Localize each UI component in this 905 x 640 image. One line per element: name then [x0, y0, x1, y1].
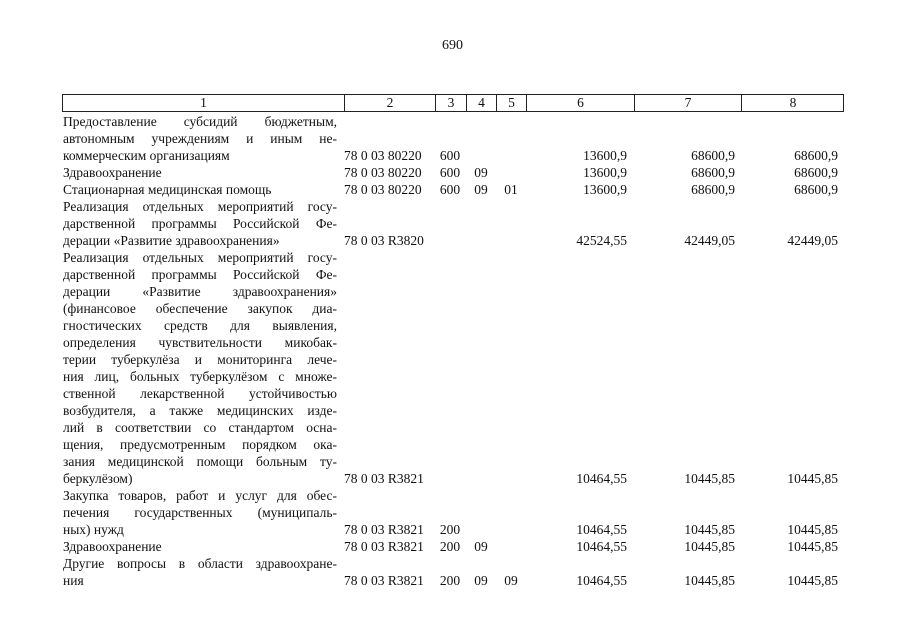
- row-code: 78 0 03 R3821: [344, 573, 424, 588]
- row-description-line: Стационарная медицинская помощь: [63, 182, 272, 197]
- row-code: 78 0 03 80220: [344, 165, 422, 180]
- row-description-line: коммерческим организациям: [63, 148, 230, 163]
- row-col-3: 600: [439, 165, 461, 180]
- row-value-7: 68600,9: [691, 148, 735, 163]
- row-col-4: 09: [474, 165, 488, 180]
- row-value-7: 68600,9: [691, 165, 735, 180]
- row-col-3: 600: [439, 148, 461, 163]
- header-cell: 4: [466, 95, 496, 111]
- row-value-7: 10445,85: [684, 573, 735, 588]
- row-col-3: 200: [439, 522, 461, 537]
- row-col-3: 200: [439, 573, 461, 588]
- row-col-5: 09: [504, 573, 518, 588]
- row-description-line: печения государственных (муниципаль-: [63, 505, 337, 520]
- row-description-line: Здравоохранение: [63, 539, 162, 554]
- row-code: 78 0 03 80220: [344, 182, 422, 197]
- row-description-line: Другие вопросы в области здравоохране-: [63, 556, 337, 571]
- row-value-6: 10464,55: [576, 539, 627, 554]
- row-col-4: 09: [474, 573, 488, 588]
- row-description-line: дерации «Развитие здравоохранения»: [63, 284, 337, 299]
- row-description-line: Предоставление субсидий бюджетным,: [63, 114, 337, 129]
- row-value-8: 68600,9: [794, 182, 838, 197]
- row-description-line: определения чувствительности микобак-: [63, 335, 337, 350]
- row-value-6: 10464,55: [576, 573, 627, 588]
- table-header-row: [62, 94, 844, 112]
- row-value-6: 13600,9: [583, 165, 627, 180]
- row-col-3: 600: [439, 182, 461, 197]
- row-description-line: ных) нужд: [63, 522, 124, 537]
- row-description-line: Закупка товаров, работ и услуг для обес-: [63, 488, 337, 503]
- row-description-line: лий в соответствии со стандартом осна-: [63, 420, 337, 435]
- header-cell: 3: [435, 95, 466, 111]
- row-description-line: автономным учреждениям и иным не-: [63, 131, 337, 146]
- row-description-line: ния лиц, больных туберкулёзом с множе-: [63, 369, 337, 384]
- header-cell: 1: [200, 95, 207, 110]
- row-value-7: 42449,05: [684, 233, 735, 248]
- row-value-6: 10464,55: [576, 522, 627, 537]
- row-value-7: 10445,85: [684, 522, 735, 537]
- row-description-line: возбудителя, а также медицинских изде-: [63, 403, 337, 418]
- row-description-line: дарственной программы Российской Фе-: [63, 267, 337, 282]
- row-value-8: 10445,85: [787, 573, 838, 588]
- row-code: 78 0 03 R3821: [344, 539, 424, 554]
- row-description-line: беркулёзом): [63, 471, 133, 486]
- page-number: 690: [442, 38, 463, 53]
- row-value-8: 42449,05: [787, 233, 838, 248]
- row-description-line: Реализация отдельных мероприятий госу-: [63, 250, 337, 265]
- row-value-7: 68600,9: [691, 182, 735, 197]
- row-description-line: ния: [63, 573, 84, 588]
- row-description-line: Здравоохранение: [63, 165, 162, 180]
- row-value-6: 10464,55: [576, 471, 627, 486]
- row-value-8: 68600,9: [794, 148, 838, 163]
- row-description-line: щения, предусмотренным порядком ока-: [63, 437, 337, 452]
- row-code: 78 0 03 80220: [344, 148, 422, 163]
- row-value-6: 13600,9: [583, 148, 627, 163]
- row-description-line: дарственной программы Российской Фе-: [63, 216, 337, 231]
- row-value-7: 10445,85: [684, 471, 735, 486]
- header-cell: 5: [496, 95, 526, 111]
- row-description-line: ственной лекарственной устойчивостью: [63, 386, 337, 401]
- row-col-4: 09: [474, 539, 488, 554]
- header-cell: 8: [741, 95, 844, 111]
- row-value-6: 42524,55: [576, 233, 627, 248]
- row-value-8: 10445,85: [787, 522, 838, 537]
- header-cell: 7: [634, 95, 741, 111]
- row-description-line: терии туберкулёза и мониторинга лече-: [63, 352, 337, 367]
- row-value-7: 10445,85: [684, 539, 735, 554]
- row-description-line: Реализация отдельных мероприятий госу-: [63, 199, 337, 214]
- row-description-line: гностических средств для выявления,: [63, 318, 337, 333]
- row-description-line: дерации «Развитие здравоохранения»: [63, 233, 280, 248]
- row-code: 78 0 03 R3820: [344, 233, 424, 248]
- row-description-line: (финансовое обеспечение закупок диа-: [63, 301, 337, 316]
- row-value-8: 10445,85: [787, 539, 838, 554]
- row-code: 78 0 03 R3821: [344, 522, 424, 537]
- row-value-8: 68600,9: [794, 165, 838, 180]
- row-value-8: 10445,85: [787, 471, 838, 486]
- row-col-3: 200: [439, 539, 461, 554]
- row-code: 78 0 03 R3821: [344, 471, 424, 486]
- header-cell: 6: [526, 95, 634, 111]
- row-value-6: 13600,9: [583, 182, 627, 197]
- header-cell: 2: [344, 95, 435, 111]
- row-col-5: 01: [504, 182, 518, 197]
- row-description-line: зания медицинской помощи больным ту-: [63, 454, 337, 469]
- row-col-4: 09: [474, 182, 488, 197]
